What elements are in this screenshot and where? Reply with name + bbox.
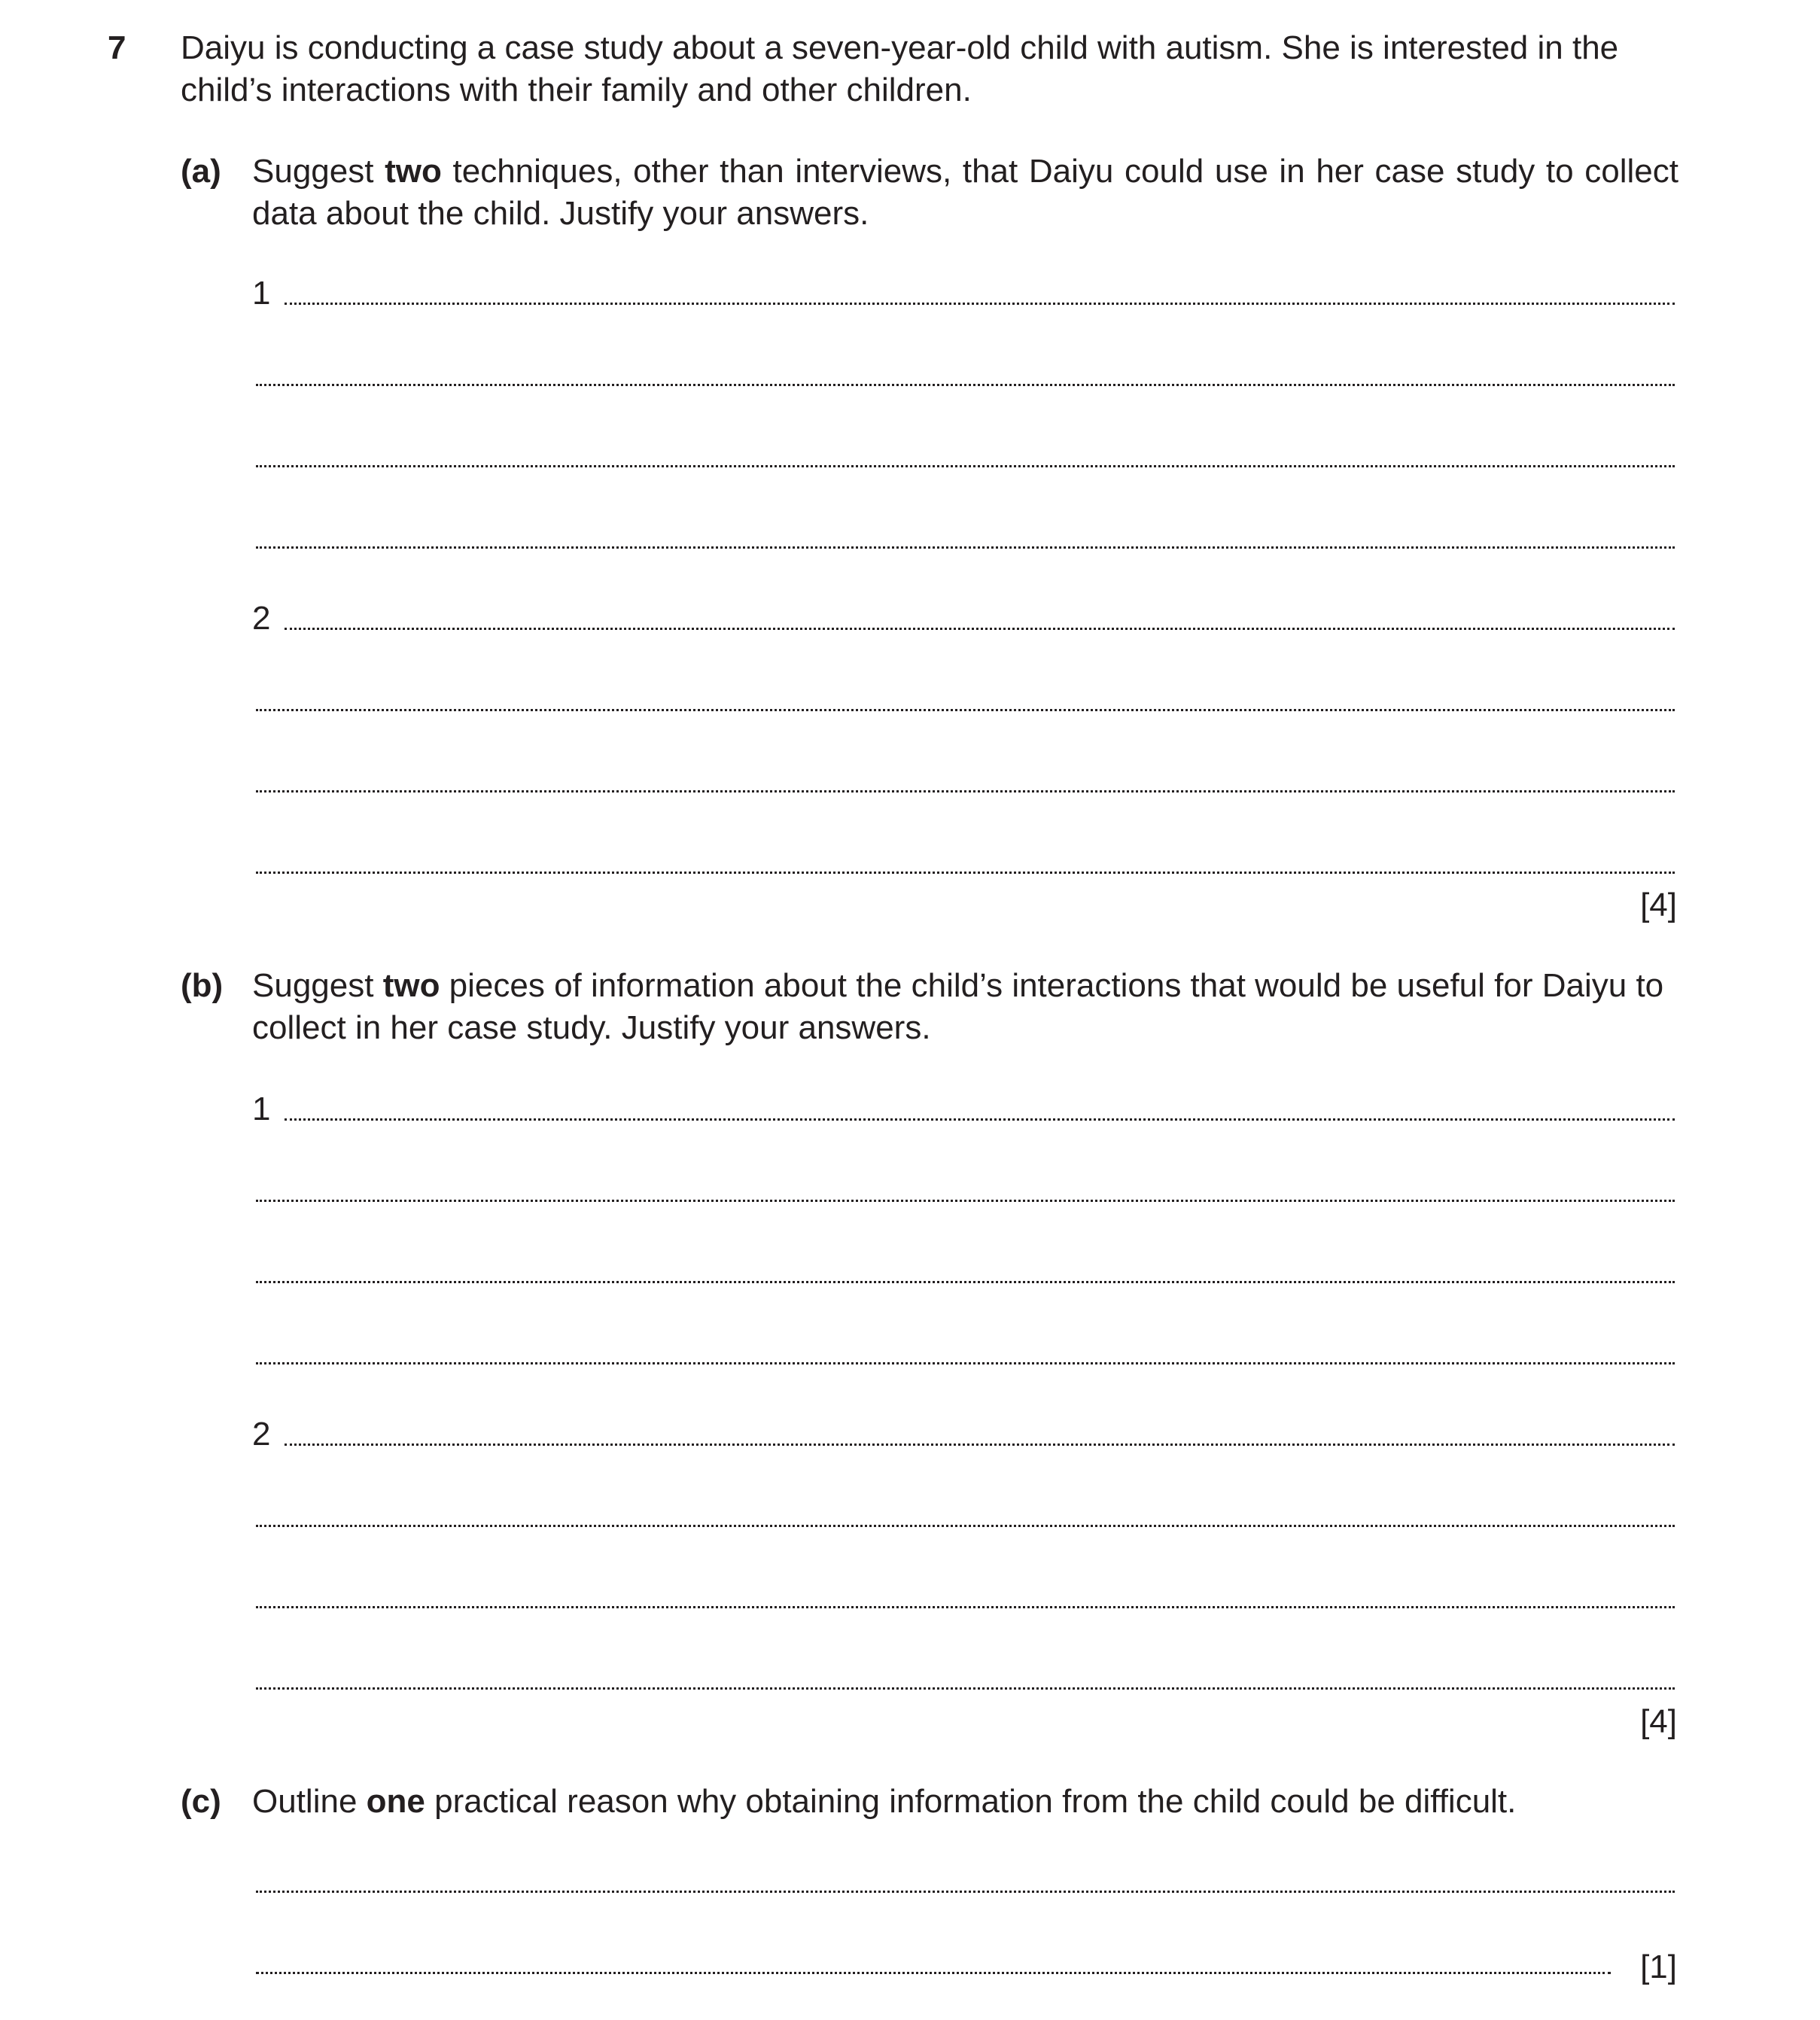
part-b-answer-line[interactable] [285, 1444, 1675, 1446]
part-a-answer-line[interactable] [285, 628, 1675, 630]
part-c-text: Outline one practical reason why obtaining information from the child could be difficult. [252, 1783, 1517, 1820]
part-b-answer-line[interactable] [256, 1687, 1675, 1690]
part-b-answer-line[interactable] [256, 1606, 1675, 1608]
part-b-answer-line[interactable] [256, 1525, 1675, 1527]
part-c-emphasis: one [366, 1783, 425, 1820]
part-a-answer-line[interactable] [256, 790, 1675, 792]
part-b-marks: [4] [1640, 1703, 1677, 1740]
part-a-answer-line[interactable] [256, 709, 1675, 711]
part-a-marks: [4] [1640, 887, 1677, 923]
part-a-answer-line[interactable] [285, 303, 1675, 305]
part-a-emphasis: two [385, 153, 442, 190]
part-a-answer-line[interactable] [256, 465, 1675, 467]
part-c-answer-line[interactable] [256, 1891, 1675, 1893]
part-c-marks: [1] [1640, 1949, 1677, 1985]
part-a-label: (a) [181, 153, 221, 190]
part-b-answer-line[interactable] [256, 1362, 1675, 1364]
part-a-answer-line[interactable] [256, 384, 1675, 386]
part-b-text: Suggest two pieces of information about the child’s interactions that would be useful for Daiyu to collect in her case study. Justify your answers. [252, 967, 1664, 1046]
part-b-emphasis: two [382, 967, 440, 1004]
part-b-label: (b) [181, 967, 224, 1004]
part-b-answer-line[interactable] [256, 1200, 1675, 1202]
part-b-answer-line[interactable] [285, 1118, 1675, 1121]
part-a-answer-line[interactable] [256, 872, 1675, 874]
part-a-answer-line[interactable] [256, 546, 1675, 549]
part-a-text: Suggest two techniques, other than interviews, that Daiyu could use in her case study to collect data about the child. Justify your answers. [252, 153, 1678, 232]
question-stem: Daiyu is conducting a case study about a seven-year-old child with autism. She is interested in the child’s interactions with their family and other children. [181, 29, 1619, 108]
part-a-answer-1-number: 1 [252, 275, 271, 312]
part-a-answer-2-number: 2 [252, 600, 271, 637]
part-b-answer-2-number: 2 [252, 1416, 271, 1453]
question-number: 7 [108, 29, 126, 66]
part-c-answer-line[interactable] [256, 1972, 1611, 1974]
part-b-answer-line[interactable] [256, 1281, 1675, 1283]
part-c-label: (c) [181, 1783, 221, 1820]
part-b-answer-1-number: 1 [252, 1091, 271, 1127]
